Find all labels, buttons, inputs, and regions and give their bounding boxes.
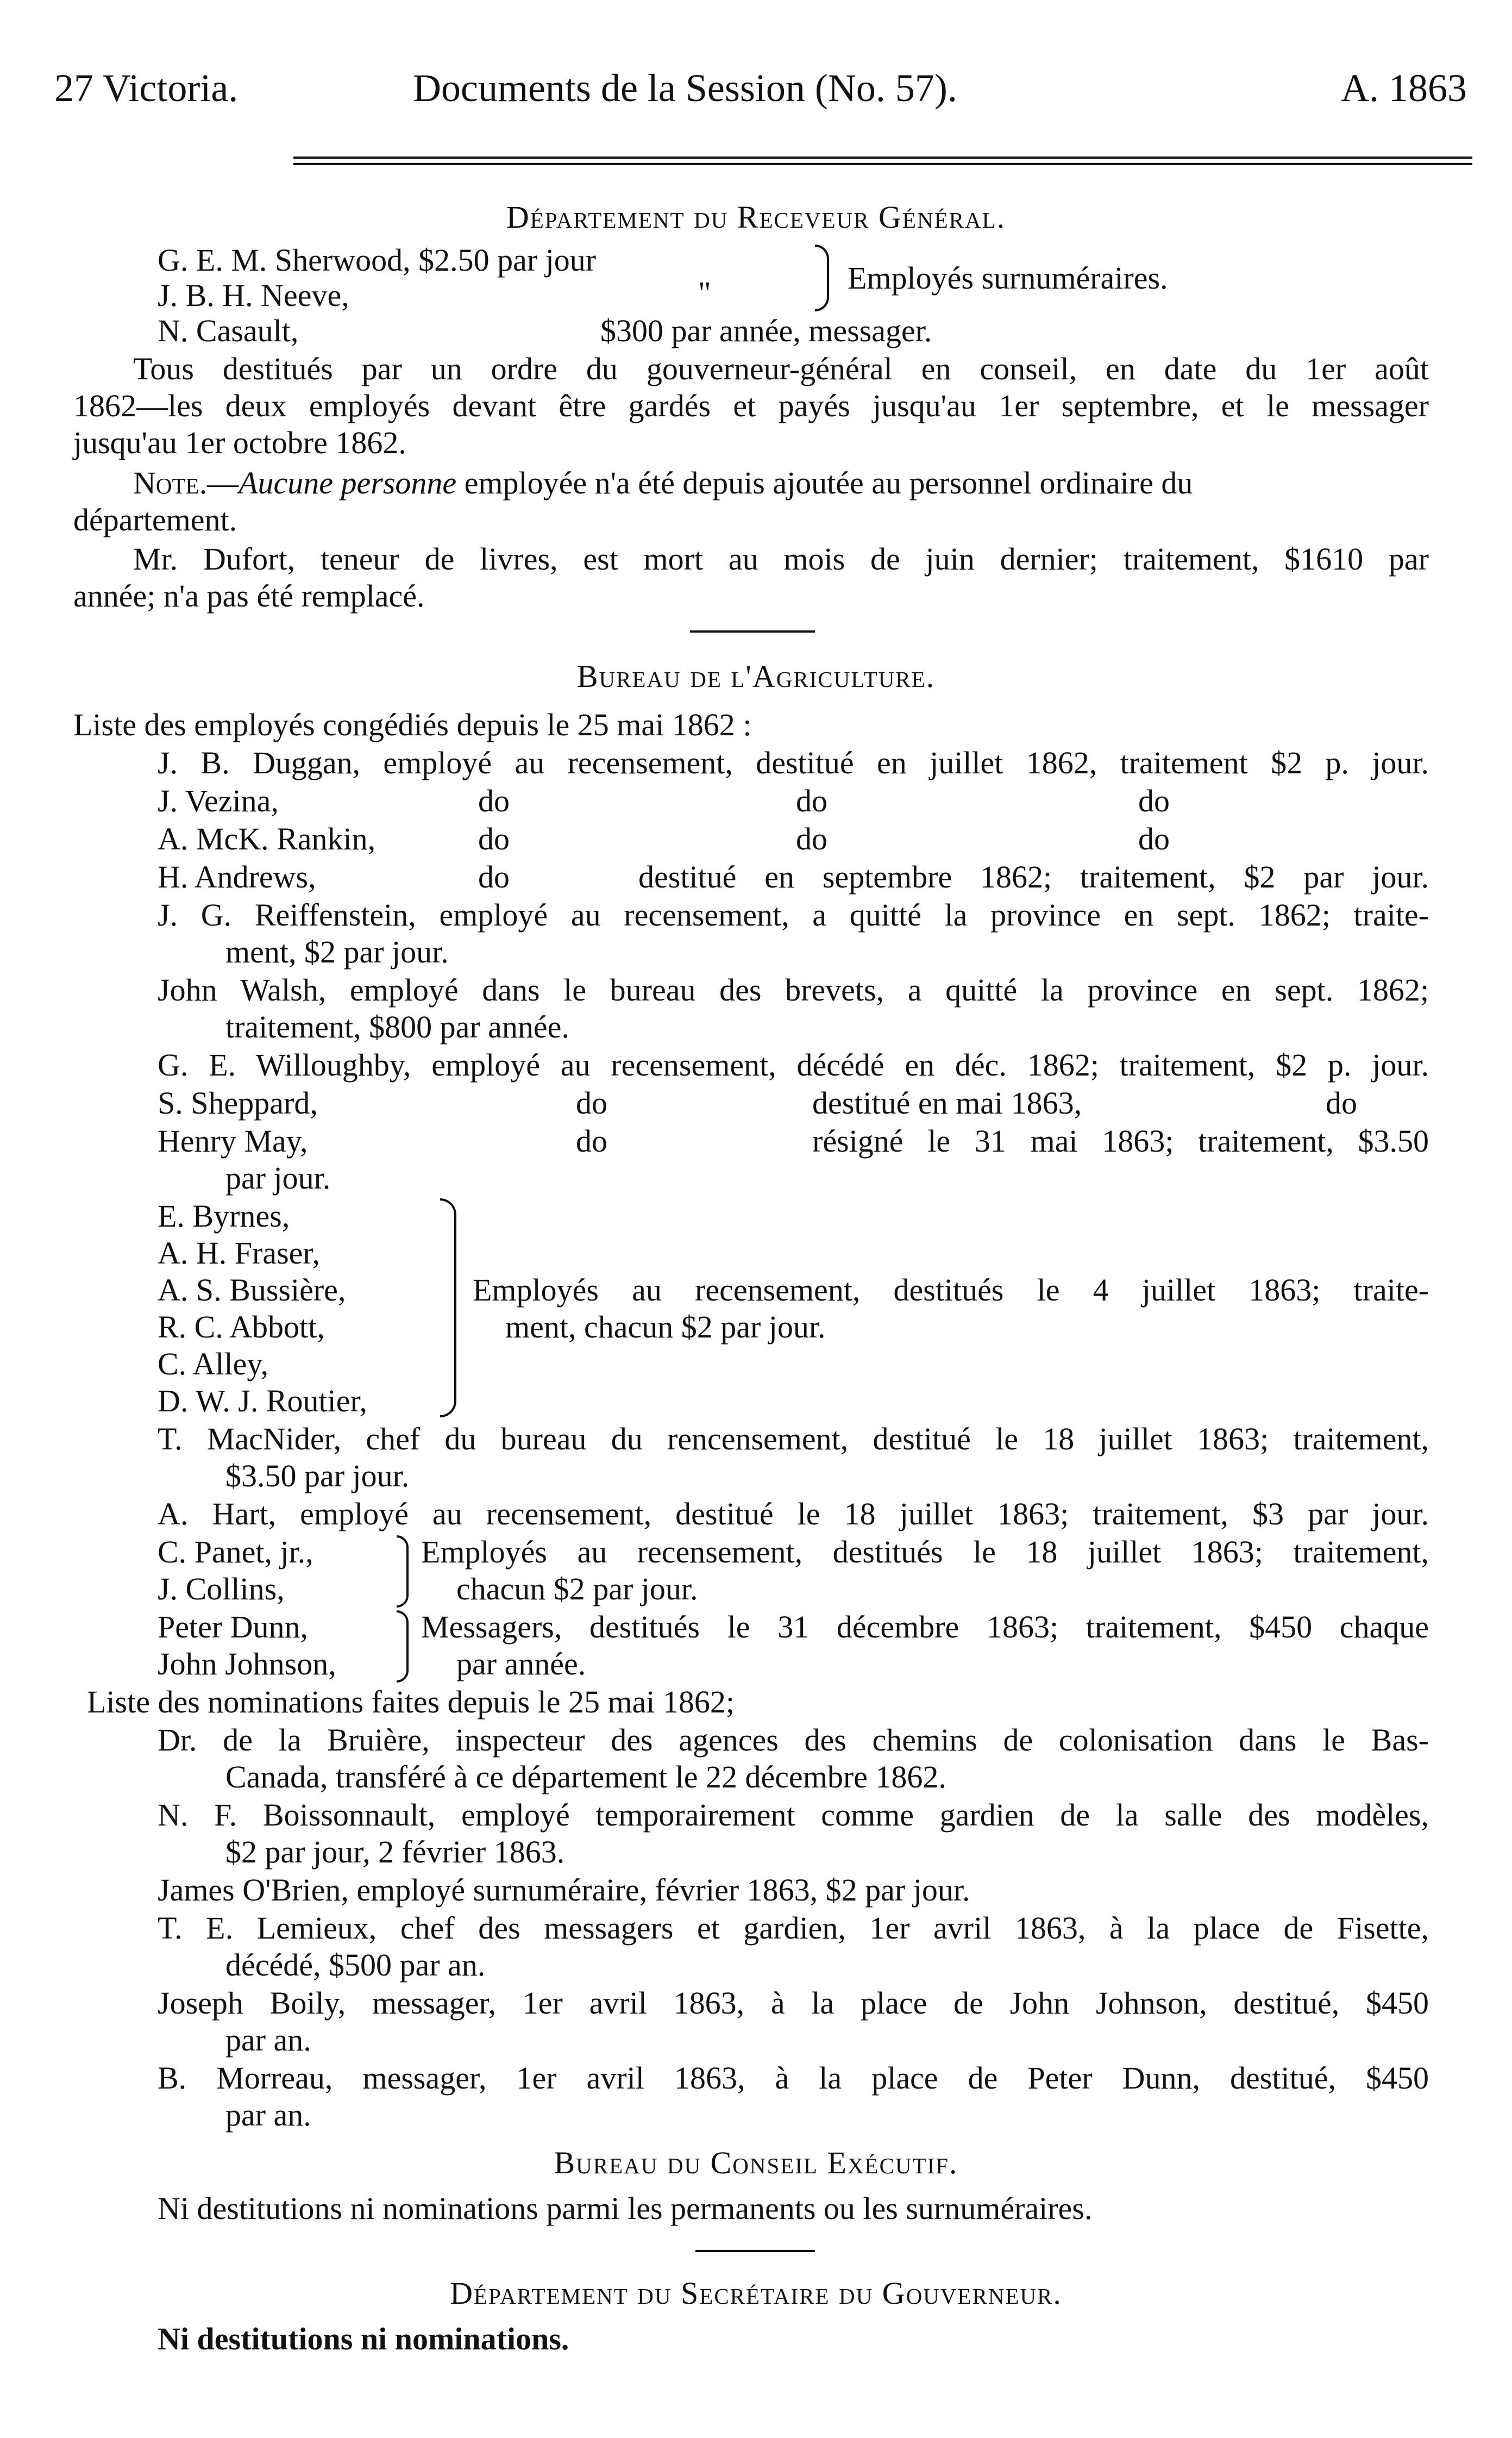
list-item-cont: décédé, $500 par an. (225, 1947, 486, 1983)
list-item-detail: résigné le 31 mai 1863; traitement, $3.50 (812, 1123, 1429, 1159)
ditto-do: do (1138, 821, 1170, 857)
list-item-name: Henry May, (158, 1123, 308, 1159)
ditto-do: do (478, 783, 510, 818)
ditto-do: do (796, 783, 827, 818)
list-item: John Walsh, employé dans le bureau des brevets, a quitté la province en sept. 1862; (158, 972, 1429, 1008)
list-item-cont: par an. (225, 2022, 311, 2058)
list-item-name: C. Panet, jr., (158, 1534, 313, 1570)
list-item-name: H. Andrews, (158, 859, 316, 895)
list-item: A. Hart, employé au recensement, destitué le 18 juillet 1863; traitement, $3 par jour. (158, 1496, 1429, 1531)
list-item-detail-cont: par année. (456, 1646, 586, 1681)
list-intro: Liste des employés congédiés depuis le 25 mai 1862 : (73, 707, 752, 742)
list-item-cont: $2 par jour, 2 février 1863. (225, 1834, 565, 1870)
paragraph-line: Mr. Dufort, teneur de livres, est mort au mois de juin dernier; traitement, $1610 par (133, 541, 1429, 577)
paragraph-line: Tous destitués par un ordre du gouverneur-général en conseil, en date du 1er août (133, 351, 1429, 386)
note-label: Note. (133, 465, 208, 501)
group-name: E. Byrnes, (158, 1198, 290, 1234)
paragraph-line: 1862—les deux employés devant être gardés et payés jusqu'au 1er septembre, et le messager (73, 388, 1429, 423)
brace-group (440, 1198, 456, 1417)
list-item: James O'Brien, employé surnuméraire, février 1863, $2 par jour. (158, 1872, 970, 1908)
section-heading-agriculture: Bureau de l'Agriculture. (576, 659, 936, 694)
list-item: J. B. Duggan, employé au recensement, destitué en juillet 1862, traitement $2 p. jour. (158, 745, 1429, 780)
group-name: A. H. Fraser, (158, 1235, 320, 1271)
ditto-do: do (478, 859, 510, 895)
section-heading-conseil: Bureau du Conseil Exécutif. (554, 2145, 958, 2180)
group-detail: Employés au recensement, destitués le 4 juillet 1863; traite- (473, 1272, 1429, 1308)
surnumeraires-label: Employés surnuméraires. (848, 260, 1168, 296)
ditto-do: do (576, 1123, 607, 1159)
casault-name: N. Casault, (158, 313, 299, 348)
group-name: A. S. Bussière, (158, 1272, 346, 1308)
list-item: T. E. Lemieux, chef des messagers et gardien, 1er avril 1863, à la place de Fisette, (158, 1910, 1429, 1946)
header-rule-bottom (293, 163, 1472, 165)
paragraph-line: année; n'a pas été remplacé. (73, 578, 425, 614)
list-item-name: A. McK. Rankin, (158, 821, 376, 857)
group-name: D. W. J. Routier, (158, 1383, 367, 1418)
ditto-do: do (576, 1085, 607, 1121)
conseil-text: Ni destitutions ni nominations parmi les permanents ou les surnuméraires. (158, 2191, 1093, 2226)
header-session: A. 1863 (1341, 66, 1467, 110)
sherwood-line: G. E. M. Sherwood, $2.50 par jour (158, 242, 597, 278)
list-item-cont: ment, $2 par jour. (225, 934, 449, 970)
header-rule-top (293, 157, 1472, 159)
secretaire-text: Ni destitutions ni nominations. (158, 2321, 569, 2356)
list-item-cont: par an. (225, 2097, 311, 2133)
list-item-detail: Messagers, destitués le 31 décembre 1863; traitement, $450 chaque (421, 1609, 1429, 1645)
ditto-mark: " (698, 275, 711, 310)
brace-surnumeraires (815, 245, 829, 311)
section-divider (695, 2250, 815, 2252)
ditto-do: do (478, 821, 510, 857)
note-italic: Aucune personne (239, 465, 457, 501)
section-heading-secretaire: Département du Secrétaire du Gouverneur. (450, 2276, 1062, 2311)
note-text: employée n'a été depuis ajoutée au personnel ordinaire du (456, 465, 1193, 501)
ditto-do: do (1138, 783, 1170, 818)
list-item-detail: Employés au recensement, destitués le 18 juillet 1863; traitement, (421, 1534, 1429, 1570)
list-item: B. Morreau, messager, 1er avril 1863, à la place de Peter Dunn, destitué, $450 (158, 2060, 1429, 2096)
paragraph-line: jusqu'au 1er octobre 1862. (73, 425, 406, 460)
list-item-name: John Johnson, (158, 1646, 336, 1681)
list-item: Joseph Boily, messager, 1er avril 1863, à la place de John Johnson, destitué, $450 (158, 1985, 1429, 2021)
note-line-2: département. (73, 502, 237, 537)
list-item-name: Peter Dunn, (158, 1609, 309, 1645)
list-item-detail-cont: chacun $2 par jour. (456, 1571, 698, 1606)
casault-detail: $300 par année, messager. (600, 313, 932, 348)
list-item-cont: traitement, $800 par année. (225, 1009, 569, 1045)
neeve-line: J. B. H. Neeve, (158, 278, 349, 313)
ditto-do: do (796, 821, 827, 857)
header-year: 27 Victoria. (54, 66, 239, 110)
list-item: Dr. de la Bruière, inspecteur des agences des chemins de colonisation dans le Bas- (158, 1722, 1429, 1758)
running-header (54, 66, 1467, 110)
section-divider (690, 630, 815, 633)
list-item-detail: destitué en mai 1863, (812, 1085, 1082, 1121)
list-item-detail: destitué en septembre 1862; traitement, $2 par jour. (638, 859, 1429, 895)
list-item: J. G. Reiffenstein, employé au recensement, a quitté la province en sept. 1862; traite- (158, 897, 1429, 933)
brace-dunn-johnson (397, 1610, 409, 1683)
list-item: G. E. Willoughby, employé au recensement, décédé en déc. 1862; traitement, $2 p. jour. (158, 1047, 1429, 1083)
list-item-name: J. Collins, (158, 1571, 285, 1606)
list-item: T. MacNider, chef du bureau du rencensement, destitué le 18 juillet 1863; traitement, (158, 1421, 1429, 1456)
list-item-cont: Canada, transféré à ce département le 22 décembre 1862. (225, 1759, 946, 1795)
header-title: Documents de la Session (No. 57). (413, 66, 957, 110)
list-intro: Liste des nominations faites depuis le 25 mai 1862; (87, 1684, 735, 1720)
list-item: N. F. Boissonnault, employé temporairement comme gardien de la salle des modèles, (158, 1797, 1429, 1833)
group-name: R. C. Abbott, (158, 1309, 325, 1345)
note-dash: — (207, 465, 239, 501)
group-name: C. Alley, (158, 1346, 269, 1381)
brace-panet-collins (397, 1535, 409, 1608)
list-item-cont: par jour. (225, 1160, 331, 1196)
ditto-do: do (1326, 1085, 1357, 1121)
list-item-name: J. Vezina, (158, 783, 279, 818)
list-item-name: S. Sheppard, (158, 1085, 318, 1121)
group-detail-cont: ment, chacun $2 par jour. (505, 1309, 826, 1345)
note-line (133, 465, 1429, 502)
section-heading-receveur: Département du Receveur Général. (506, 199, 1006, 235)
list-item-cont: $3.50 par jour. (225, 1458, 410, 1493)
